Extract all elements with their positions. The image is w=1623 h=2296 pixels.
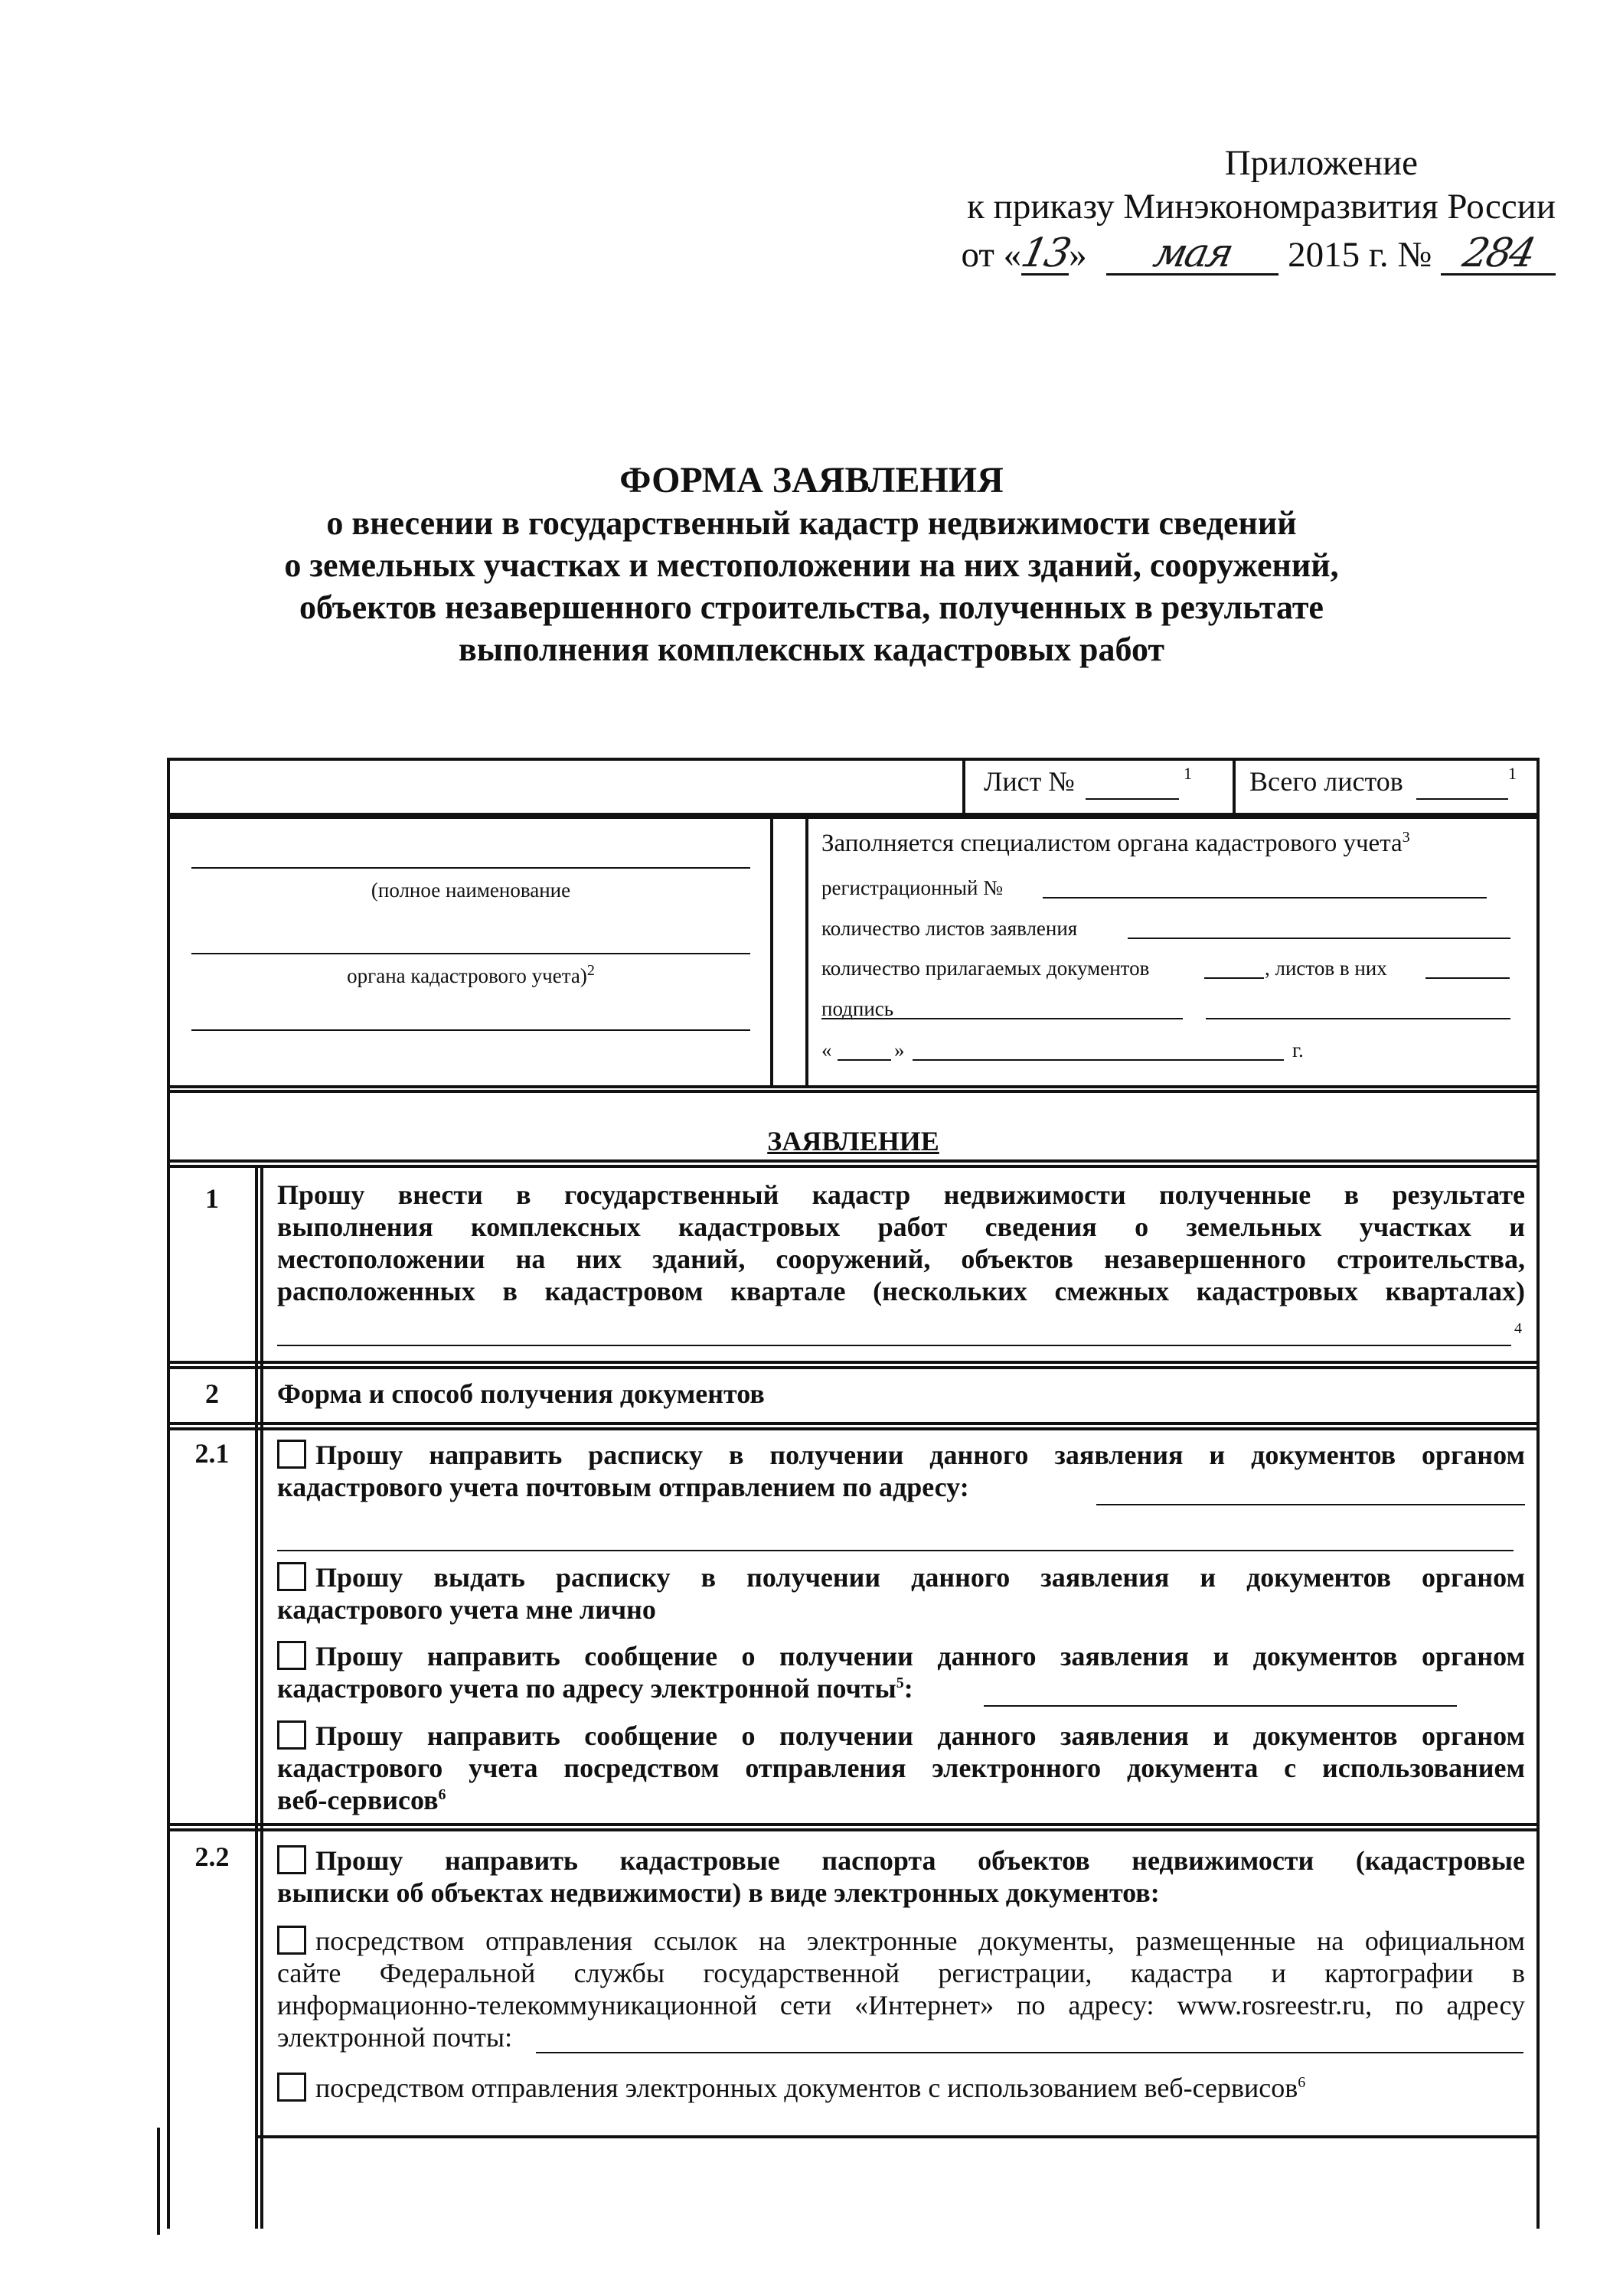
- date-day-handwritten: 13: [1017, 230, 1073, 276]
- date-quote-close: »: [1069, 235, 1087, 275]
- registry-date-open: «: [821, 1039, 832, 1062]
- registry-number-field[interactable]: [1043, 897, 1487, 899]
- checkbox-send-links[interactable]: [277, 1926, 306, 1955]
- registry-docs-count-label: количество прилагаемых документов: [821, 957, 1150, 980]
- authority-name-field-1[interactable]: [191, 867, 750, 869]
- registry-date-day-field[interactable]: [838, 1059, 891, 1061]
- checkbox-receipt-in-person[interactable]: [277, 1562, 306, 1591]
- registry-date-year-suffix: г.: [1292, 1039, 1304, 1062]
- total-sheets-footnote: 1: [1508, 764, 1517, 783]
- date-month-handwritten: мая: [1149, 230, 1236, 276]
- row-2-number: 2: [205, 1378, 219, 1409]
- row-2-1-number: 2.1: [194, 1438, 230, 1469]
- row-1-quarter-field[interactable]: [277, 1345, 1511, 1346]
- sheet-number-footnote: 1: [1184, 764, 1192, 783]
- mail-address-field[interactable]: [1096, 1504, 1525, 1505]
- checkbox-notice-by-email[interactable]: [277, 1641, 306, 1670]
- registry-sheets-count-label: количество листов заявления: [821, 917, 1078, 940]
- row-2-2-option-electronic: Прошу направить кадастровые паспорта объектов недвижимости (кадастровые выписки об объектах недвижимости) в виде электронных документов:: [277, 1845, 1525, 1908]
- row-2-2-option-webservice: посредством отправления электронных документов с использованием веб-сервисов$^6$: [277, 2072, 1525, 2104]
- registry-heading: Заполняется специалистом органа кадастрового учета$^3$: [821, 829, 1410, 857]
- row-2-2-number: 2.2: [194, 1841, 230, 1872]
- form-subtitle-line1: о внесении в государственный кадастр недвижимости сведений: [326, 504, 1297, 542]
- registry-date-close: »: [894, 1039, 905, 1062]
- order-number-handwritten: 284: [1458, 230, 1538, 276]
- statement-heading: ЗАЯВЛЕНИЕ: [767, 1126, 939, 1156]
- total-sheets-field[interactable]: [1416, 798, 1508, 800]
- registry-docs-count-field[interactable]: [1204, 977, 1264, 979]
- checkbox-receipt-by-mail[interactable]: [277, 1440, 306, 1469]
- row-2-1-option-webservice: Прошу направить сообщение о получении данного заявления и документов органом кадастрового учета посредством отправления электронного документа с использованием веб-сервисов$^6$: [277, 1720, 1525, 1815]
- row-1-footnote: 4: [1514, 1320, 1522, 1337]
- row-2-1-option-mail: Прошу направить расписку в получении данного заявления и документов органом кадастрового учета почтовым отправлением по адресу:: [277, 1440, 1525, 1502]
- annex-order-ref: к приказу Минэкономразвития России: [967, 187, 1556, 227]
- sheet-number-label: Лист №: [984, 766, 1075, 797]
- row-2-text: Форма и способ получения документов: [277, 1378, 765, 1409]
- row-1-text: Прошу внести в государственный кадастр недвижимости полученные в результате выполнения комплексных кадастровых работ сведения о земельных участках и местоположении на них зданий, сооружений, объектов незавершенного строительства, расположенных в кадастровом квартале (нескольких смежных кадастровых кварталах): [277, 1179, 1525, 1306]
- form-heading: ФОРМА ЗАЯВЛЕНИЯ: [619, 460, 1004, 501]
- authority-name-field-3[interactable]: [191, 1029, 750, 1031]
- authority-caption-2: органа кадастрового учета)$^2$: [347, 962, 595, 987]
- date-year-number-label: 2015 г. №: [1288, 235, 1432, 275]
- links-email-field[interactable]: [536, 2052, 1523, 2053]
- checkbox-passports-electronic[interactable]: [277, 1845, 306, 1874]
- registry-sheets-count-field[interactable]: [1128, 938, 1510, 939]
- date-prefix: от «: [961, 235, 1022, 275]
- registry-docs-sheets-label: , листов в них: [1265, 957, 1387, 980]
- row-2-2-option-links: посредством отправления ссылок на электронные документы, размещенные на официальном сайте Федеральной службы государственной регистрации, кадастра и картографии в информационно-телекоммуникационной сети «Интернет» по адресу: www.rosreestr.ru, по адресу электронной почты:: [277, 1926, 1525, 2053]
- row-2-1-option-in-person: Прошу выдать расписку в получении данного заявления и документов органом кадастрового учета мне лично: [277, 1562, 1525, 1625]
- authority-name-field-2[interactable]: [191, 953, 750, 954]
- registry-signature-label: подпись: [821, 997, 894, 1020]
- form-subtitle-line2: о земельных участках и местоположении на них зданий, сооружений,: [284, 546, 1339, 584]
- registry-docs-sheets-field[interactable]: [1425, 977, 1510, 979]
- row-1-number: 1: [205, 1183, 219, 1214]
- total-sheets-label: Всего листов: [1249, 766, 1403, 797]
- checkbox-send-via-webservice[interactable]: [277, 2073, 306, 2102]
- checkbox-notice-by-webservice[interactable]: [277, 1720, 306, 1750]
- annex-title: Приложение: [1224, 143, 1418, 183]
- form-subtitle-line4: выполнения комплексных кадастровых работ: [459, 631, 1164, 668]
- authority-caption-1: (полное наименование: [371, 879, 571, 902]
- form-subtitle-line3: объектов незавершенного строительства, полученных в результате: [299, 589, 1324, 626]
- sheet-number-field[interactable]: [1086, 798, 1179, 800]
- registry-date-month-field[interactable]: [913, 1059, 1284, 1061]
- row-2-1-option-email: Прошу направить сообщение о получении данного заявления и документов органом кадастрового учета по адресу электронной почты$^5$:: [277, 1641, 1525, 1704]
- email-address-field[interactable]: [984, 1705, 1457, 1707]
- registry-signature-field[interactable]: [821, 1018, 1183, 1019]
- registry-number-label: регистрационный №: [821, 876, 1004, 899]
- registry-signature-name-field[interactable]: [1206, 1018, 1510, 1019]
- mail-address-field-2[interactable]: [277, 1550, 1514, 1551]
